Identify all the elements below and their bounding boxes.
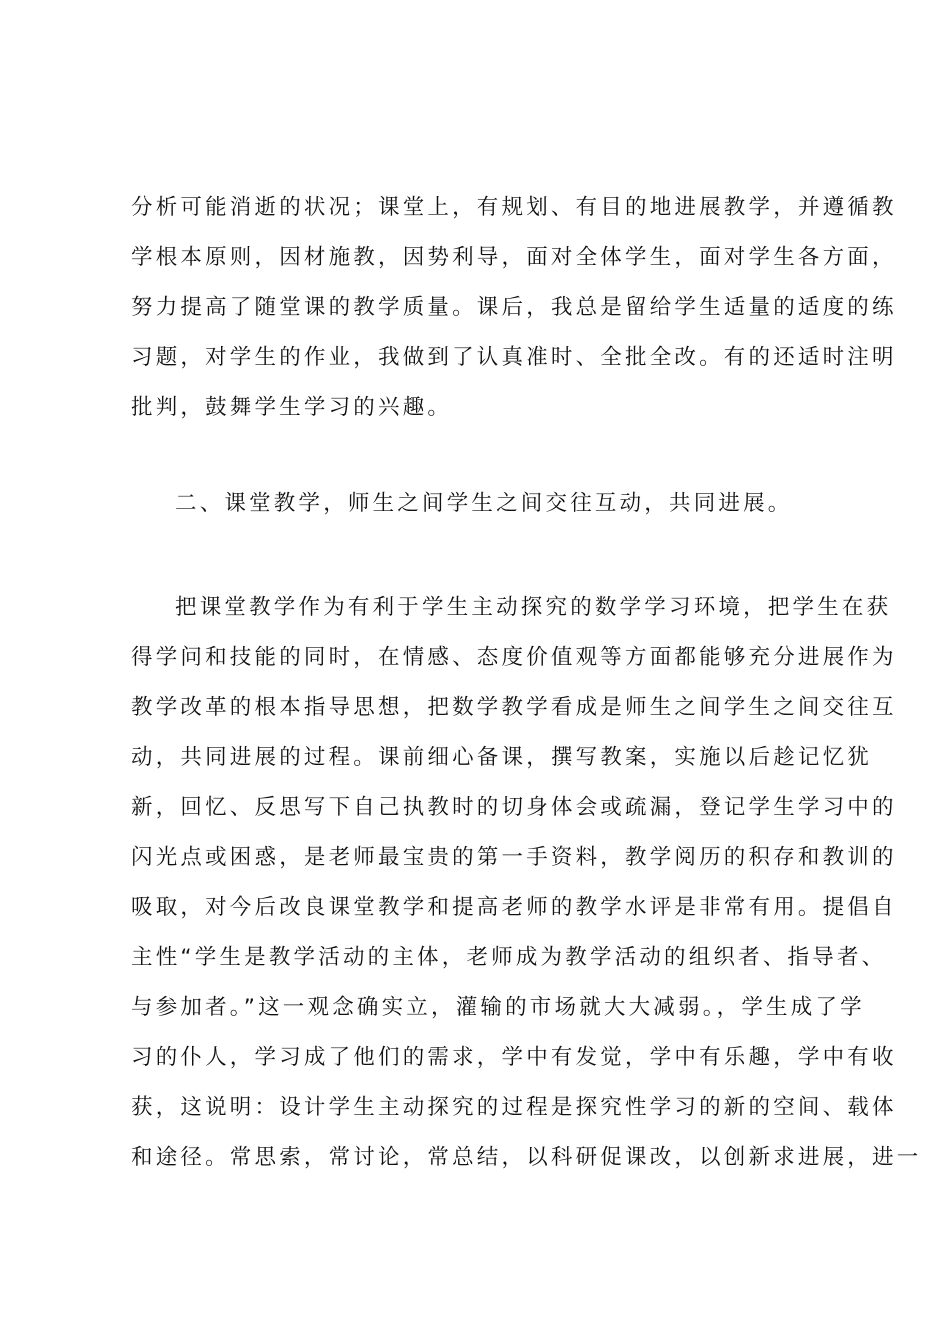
paragraph-1-line-5: 批判，鼓舞学生学习的兴趣。 (131, 395, 453, 420)
section-heading: 二、课堂教学，师生之间学生之间交往互动，共同进展。 (175, 491, 793, 516)
paragraph-2-line-12: 和途径。常思索，常讨论，常总结，以科研促课改，以创新求进展，进一 (131, 1145, 922, 1170)
paragraph-2-line-2: 得学问和技能的同时，在情感、态度价值观等方面都能够充分进展作为 (131, 645, 897, 670)
paragraph-2-line-9: 与参加者。”这一观念确实立，灌输的市场就大大减弱。，学生成了学 (131, 995, 865, 1020)
paragraph-1-line-3: 努力提高了随堂课的教学质量。课后，我总是留给学生适量的适度的练 (131, 295, 897, 320)
paragraph-2-line-10: 习的仆人，学习成了他们的需求，学中有发觉，学中有乐趣，学中有收 (131, 1045, 897, 1070)
paragraph-2-line-3: 教学改革的根本指导思想，把数学教学看成是师生之间学生之间交往互 (131, 695, 897, 720)
paragraph-2-line-1: 把课堂教学作为有利于学生主动探究的数学学习环境，把学生在获 (175, 595, 892, 620)
paragraph-2-line-4: 动，共同进展的过程。课前细心备课，撰写教案，实施以后趁记忆犹 (131, 745, 873, 770)
paragraph-1-line-2: 学根本原则，因材施教，因势利导，面对全体学生，面对学生各方面， (131, 245, 897, 270)
paragraph-2-line-6: 闪光点或困惑，是老师最宝贵的第一手资料，教学阅历的积存和教训的 (131, 845, 897, 870)
paragraph-1-line-1: 分析可能消逝的状况；课堂上，有规划、有目的地进展教学，并遵循教 (131, 195, 897, 220)
paragraph-1-line-4: 习题，对学生的作业，我做到了认真准时、全批全改。有的还适时注明 (131, 345, 897, 370)
paragraph-2-line-7: 吸取，对今后改良课堂教学和提高老师的教学水评是非常有用。提倡自 (131, 895, 897, 920)
paragraph-2-line-8: 主性“学生是教学活动的主体，老师成为教学活动的组织者、指导者、 (131, 945, 887, 970)
paragraph-2-line-5: 新，回忆、反思写下自己执教时的切身体会或疏漏，登记学生学习中的 (131, 795, 897, 820)
paragraph-2-line-11: 获，这说明：设计学生主动探究的过程是探究性学习的新的空间、载体 (131, 1095, 897, 1120)
